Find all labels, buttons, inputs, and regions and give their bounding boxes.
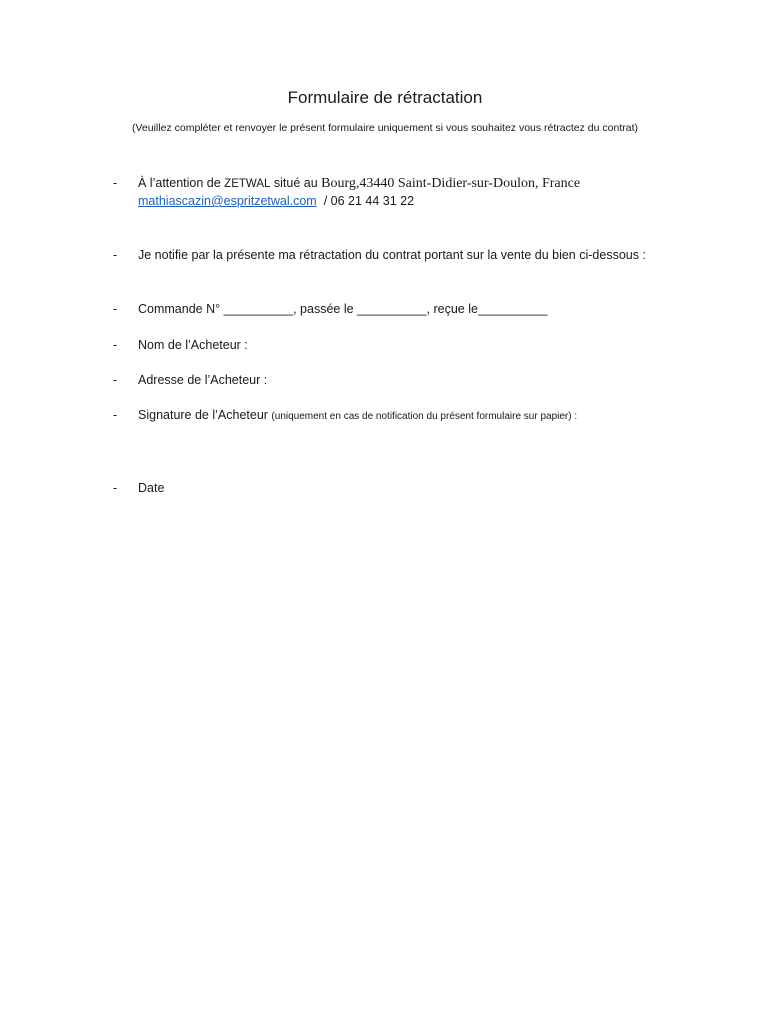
- company-name: ZETWAL: [224, 178, 271, 190]
- phone-number: / 06 21 44 31 22: [320, 194, 415, 208]
- company-address: Bourg,43440 Saint-Didier-sur-Doulon, France: [321, 176, 581, 191]
- bullet-dash: -: [113, 302, 118, 316]
- signature-label: Signature de l’Acheteur: [138, 408, 272, 422]
- bullet-dash: -: [113, 248, 118, 262]
- attention-prefix: À l’attention de: [138, 176, 225, 190]
- page-subtitle: (Veuillez compléter et renvoyer le présent formulaire uniquement si vous souhaitez vous rétractez du contrat): [132, 122, 638, 134]
- commande-text: Commande N° __________, passée le __________, reçue le__________: [138, 302, 548, 316]
- bullet-dash: -: [113, 481, 118, 495]
- adresse-label: Adresse de l’Acheteur :: [138, 373, 268, 387]
- bullet-dash: -: [113, 408, 118, 422]
- email-link[interactable]: mathiascazin@espritzetwal.com: [138, 194, 317, 208]
- attention-body: [138, 176, 580, 208]
- signature-note: (uniquement en cas de notification du présent formulaire sur papier) :: [271, 411, 578, 422]
- date-label: Date: [138, 481, 165, 495]
- bullet-dash: -: [113, 338, 118, 352]
- page-title: Formulaire de rétractation: [287, 88, 483, 107]
- bullet-dash: -: [113, 373, 118, 387]
- nom-label: Nom de l’Acheteur :: [138, 338, 248, 352]
- bullet-dash: -: [113, 176, 118, 190]
- signature-body: [138, 408, 577, 422]
- notification-text: Je notifie par la présente ma rétractation du contrat portant sur la vente du bien ci-dessous :: [138, 248, 646, 262]
- attention-situe: situé au: [270, 176, 322, 190]
- contact-line: [138, 194, 580, 208]
